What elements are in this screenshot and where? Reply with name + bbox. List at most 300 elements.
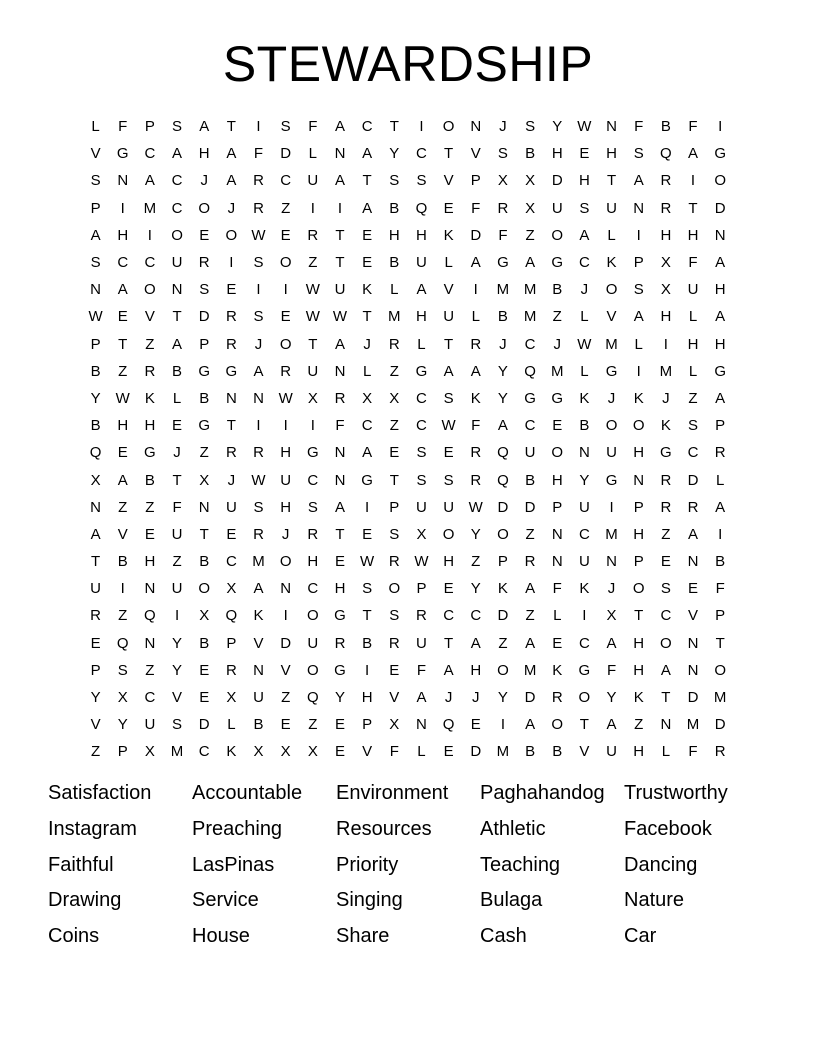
grid-letter: O <box>551 716 564 734</box>
grid-letter: C <box>144 254 156 272</box>
word-list-item: Paghahandog <box>480 782 605 804</box>
grid-letter: A <box>443 362 454 380</box>
grid-letter: P <box>199 335 210 353</box>
grid-letter: Z <box>90 743 101 761</box>
grid-letter: A <box>144 172 155 190</box>
grid-letter: O <box>198 580 211 598</box>
grid-letter: Q <box>442 716 455 734</box>
word-list-item: Satisfaction <box>48 782 152 804</box>
grid-letter: F <box>606 661 617 679</box>
grid-letter: F <box>715 580 725 598</box>
grid-letter: C <box>171 199 183 217</box>
word-list-item: Car <box>624 925 657 948</box>
grid-letter: J <box>553 335 561 353</box>
grid-letter: X <box>660 254 671 272</box>
grid-letter: C <box>578 634 590 652</box>
grid-letter: M <box>523 308 537 326</box>
grid-letter: S <box>443 471 454 489</box>
grid-letter: F <box>471 417 481 435</box>
grid-letter: B <box>172 362 183 380</box>
grid-letter: T <box>362 172 372 190</box>
grid-letter: Y <box>90 389 101 407</box>
grid-letter: P <box>470 172 481 190</box>
grid-letter: C <box>361 118 373 136</box>
grid-letter: K <box>470 389 481 407</box>
grid-letter: U <box>307 362 319 380</box>
grid-letter: N <box>198 498 210 516</box>
grid-letter: U <box>606 743 617 761</box>
grid-letter: D <box>497 607 509 625</box>
grid-letter: Y <box>470 525 481 543</box>
grid-letter: X <box>226 580 237 598</box>
grid-letter: K <box>497 580 508 598</box>
grid-row <box>82 140 742 167</box>
grid-letter: N <box>687 661 699 679</box>
grid-letter: Z <box>525 226 535 244</box>
grid-letter: T <box>335 226 345 244</box>
grid-letter: E <box>334 553 345 571</box>
grid-letter: S <box>199 281 210 299</box>
grid-letter: I <box>120 199 125 217</box>
word-list-item: Facebook <box>624 817 712 840</box>
grid-row <box>82 521 742 548</box>
word-list-item: Resources <box>336 817 432 840</box>
grid-letter: Q <box>660 145 672 163</box>
grid-letter: E <box>389 444 400 462</box>
grid-letter: H <box>280 444 292 462</box>
grid-letter: K <box>552 661 563 679</box>
grid-letter: E <box>552 417 563 435</box>
grid-letter: H <box>633 634 645 652</box>
grid-letter: U <box>687 281 699 299</box>
grid-letter: G <box>551 254 564 272</box>
grid-letter: O <box>632 417 645 435</box>
grid-letter: P <box>497 553 508 571</box>
grid-letter: Z <box>389 362 399 380</box>
grid-letter: V <box>443 281 454 299</box>
grid-letter: U <box>280 471 292 489</box>
grid-letter: O <box>714 661 726 679</box>
grid-letter: C <box>198 743 210 761</box>
grid-letter: H <box>144 417 156 435</box>
grid-letter: R <box>660 172 672 190</box>
grid-letter: B <box>579 417 590 435</box>
grid-letter: A <box>334 118 345 136</box>
grid-letter: E <box>443 580 454 598</box>
grid-letter: Z <box>634 716 644 734</box>
grid-letter: U <box>171 525 183 543</box>
grid-letter: O <box>632 580 645 598</box>
grid-letter: J <box>472 689 480 707</box>
word-list-item: Dancing <box>624 853 698 876</box>
word-list-item: Priority <box>336 853 399 876</box>
grid-letter: W <box>577 118 592 136</box>
grid-letter: L <box>688 308 698 326</box>
grid-letter: Y <box>172 634 183 652</box>
grid-letter: N <box>578 444 590 462</box>
grid-letter: J <box>200 172 208 190</box>
grid-letter: F <box>688 254 698 272</box>
grid-letter: V <box>172 689 183 707</box>
grid-letter: I <box>283 281 288 299</box>
grid-letter: F <box>552 580 562 598</box>
grid-letter: I <box>310 417 315 435</box>
grid-letter: A <box>199 118 210 136</box>
grid-letter: M <box>605 335 618 353</box>
grid-letter: D <box>687 471 699 489</box>
grid-letter: P <box>633 498 644 516</box>
grid-letter: I <box>283 417 288 435</box>
grid-letter: I <box>256 417 261 435</box>
grid-letter: I <box>365 498 370 516</box>
grid-letter: O <box>497 661 509 679</box>
grid-row <box>82 222 742 249</box>
grid-letter: D <box>470 226 482 244</box>
grid-letter: A <box>606 716 617 734</box>
grid-letter: N <box>144 634 156 652</box>
grid-letter: E <box>199 661 210 679</box>
grid-letter: S <box>253 498 264 516</box>
grid-letter: A <box>117 281 128 299</box>
grid-letter: R <box>225 444 237 462</box>
grid-letter: C <box>307 580 319 598</box>
grid-letter: A <box>226 145 237 163</box>
grid-letter: N <box>171 281 183 299</box>
grid-letter: U <box>578 553 590 571</box>
grid-letter: M <box>523 661 537 679</box>
grid-letter: W <box>332 308 348 326</box>
grid-letter: X <box>389 716 400 734</box>
grid-letter: X <box>253 743 264 761</box>
word-list-item: Service <box>192 889 259 912</box>
grid-letter: O <box>551 444 564 462</box>
grid-letter: G <box>225 362 238 380</box>
grid-letter: S <box>389 607 400 625</box>
grid-letter: Q <box>116 634 129 652</box>
grid-letter: U <box>443 498 455 516</box>
grid-letter: S <box>117 661 128 679</box>
grid-letter: C <box>578 525 590 543</box>
grid-letter: K <box>144 389 155 407</box>
grid-letter: I <box>636 362 641 380</box>
grid-letter: H <box>633 743 645 761</box>
grid-letter: I <box>636 226 641 244</box>
grid-letter: I <box>473 281 478 299</box>
grid-letter: H <box>388 226 400 244</box>
grid-letter: V <box>90 716 101 734</box>
grid-letter: I <box>310 199 315 217</box>
word-list-item: Trustworthy <box>624 782 728 804</box>
grid-letter: B <box>199 553 210 571</box>
grid-letter: J <box>499 335 507 353</box>
grid-letter: S <box>633 281 644 299</box>
grid-letter: G <box>116 145 129 163</box>
grid-letter: V <box>144 308 155 326</box>
grid-letter: O <box>279 553 292 571</box>
grid-letter: N <box>334 145 346 163</box>
grid-letter: J <box>499 118 507 136</box>
grid-row <box>82 249 742 276</box>
grid-letter: E <box>362 226 373 244</box>
grid-letter: S <box>253 308 264 326</box>
grid-letter: F <box>308 118 318 136</box>
grid-row <box>82 385 742 412</box>
grid-letter: S <box>497 145 508 163</box>
grid-letter: S <box>307 498 318 516</box>
grid-letter: A <box>334 498 345 516</box>
grid-letter: H <box>361 689 373 707</box>
grid-letter: N <box>606 118 617 136</box>
word-list-item: Share <box>336 925 390 948</box>
grid-letter: A <box>172 145 183 163</box>
grid-letter: B <box>90 417 101 435</box>
grid-letter: A <box>362 199 373 217</box>
grid-letter: R <box>198 254 210 272</box>
grid-row <box>82 331 742 358</box>
grid-letter: L <box>362 362 372 380</box>
grid-letter: H <box>660 226 672 244</box>
grid-letter: N <box>416 716 427 734</box>
grid-letter: G <box>334 607 346 625</box>
grid-letter: T <box>634 607 644 625</box>
word-list-item: LasPinas <box>192 853 275 876</box>
grid-letter: V <box>253 634 264 652</box>
grid-letter: I <box>120 580 125 598</box>
word-list-item: Environment <box>336 782 449 804</box>
grid-letter: C <box>470 607 482 625</box>
grid-letter: D <box>470 743 482 761</box>
grid-letter: H <box>606 145 617 163</box>
grid-letter: M <box>659 362 673 380</box>
grid-row <box>82 711 742 738</box>
grid-letter: D <box>524 498 536 516</box>
grid-letter: R <box>144 362 156 380</box>
grid-letter: R <box>388 634 400 652</box>
grid-letter: Y <box>497 689 508 707</box>
grid-letter: D <box>280 145 292 163</box>
grid-letter: P <box>226 634 237 652</box>
grid-letter: L <box>308 145 317 163</box>
grid-letter: A <box>688 145 699 163</box>
grid-letter: C <box>660 607 672 625</box>
grid-letter: T <box>226 118 236 136</box>
grid-letter: O <box>660 634 672 652</box>
grid-letter: E <box>443 743 454 761</box>
grid-letter: Q <box>524 362 536 380</box>
grid-letter: R <box>307 226 319 244</box>
grid-letter: D <box>280 634 292 652</box>
grid-letter: T <box>606 172 617 190</box>
grid-letter: R <box>388 553 400 571</box>
grid-letter: Z <box>308 254 318 272</box>
grid-letter: F <box>634 118 644 136</box>
grid-letter: N <box>253 389 264 407</box>
grid-letter: U <box>606 444 617 462</box>
grid-letter: T <box>715 634 725 652</box>
word-list-item: Athletic <box>480 817 546 840</box>
grid-letter: R <box>714 743 726 761</box>
grid-letter: O <box>497 525 509 543</box>
grid-letter: C <box>416 145 427 163</box>
grid-letter: Y <box>579 471 590 489</box>
grid-letter: I <box>147 226 152 244</box>
grid-letter: S <box>362 580 373 598</box>
grid-letter: A <box>715 389 726 407</box>
grid-letter: M <box>686 716 700 734</box>
grid-letter: H <box>578 172 590 190</box>
grid-letter: F <box>335 417 345 435</box>
grid-letter: F <box>688 743 698 761</box>
grid-letter: E <box>362 254 373 272</box>
grid-letter: E <box>117 308 128 326</box>
grid-letter: G <box>714 145 726 163</box>
grid-letter: K <box>633 389 644 407</box>
grid-letter: B <box>552 281 563 299</box>
grid-letter: U <box>90 580 101 598</box>
grid-letter: M <box>713 689 727 707</box>
grid-letter: X <box>362 389 373 407</box>
grid-letter: X <box>199 471 210 489</box>
grid-letter: B <box>144 471 155 489</box>
grid-row <box>82 630 742 657</box>
grid-letter: K <box>579 580 590 598</box>
grid-letter: I <box>690 172 696 190</box>
grid-letter: H <box>551 145 563 163</box>
grid-letter: U <box>253 689 264 707</box>
grid-letter: E <box>226 525 237 543</box>
grid-letter: S <box>579 199 590 217</box>
grid-letter: B <box>525 471 536 489</box>
grid-letter: C <box>225 553 237 571</box>
grid-letter: C <box>280 172 292 190</box>
grid-letter: S <box>253 254 264 272</box>
grid-letter: B <box>389 254 400 272</box>
grid-letter: X <box>144 743 155 761</box>
grid-letter: C <box>144 689 156 707</box>
grid-letter: D <box>687 689 699 707</box>
grid-letter: R <box>90 607 101 625</box>
grid-row <box>82 738 742 765</box>
grid-letter: Y <box>497 362 508 380</box>
grid-letter: B <box>117 553 128 571</box>
grid-letter: C <box>307 471 319 489</box>
grid-letter: O <box>714 172 726 190</box>
grid-letter: H <box>633 444 645 462</box>
grid-letter: O <box>551 226 564 244</box>
grid-letter: Z <box>389 417 399 435</box>
grid-letter: J <box>281 525 290 543</box>
grid-letter: Y <box>497 389 508 407</box>
grid-letter: X <box>525 199 536 217</box>
grid-letter: N <box>551 553 563 571</box>
grid-letter: R <box>416 607 427 625</box>
grid-letter: V <box>688 607 699 625</box>
grid-letter: Y <box>117 716 128 734</box>
grid-letter: T <box>688 199 698 217</box>
grid-letter: A <box>525 580 536 598</box>
grid-letter: J <box>662 389 670 407</box>
grid-letter: N <box>90 498 101 516</box>
grid-letter: K <box>606 254 617 272</box>
grid-row <box>82 358 742 385</box>
grid-row <box>82 466 742 493</box>
grid-letter: L <box>634 335 643 353</box>
grid-letter: R <box>253 172 264 190</box>
grid-letter: E <box>334 743 345 761</box>
grid-letter: U <box>606 199 617 217</box>
grid-letter: T <box>362 308 372 326</box>
grid-letter: M <box>523 281 537 299</box>
grid-letter: P <box>552 498 563 516</box>
grid-letter: B <box>525 743 536 761</box>
grid-letter: C <box>687 444 699 462</box>
grid-letter: J <box>227 199 236 217</box>
grid-letter: S <box>280 118 291 136</box>
grid-row <box>82 303 742 330</box>
grid-letter: S <box>90 254 101 272</box>
grid-letter: B <box>389 199 400 217</box>
grid-letter: W <box>577 335 592 353</box>
grid-row <box>82 113 742 140</box>
grid-letter: A <box>525 254 536 272</box>
grid-letter: T <box>661 689 671 707</box>
grid-letter: L <box>172 389 182 407</box>
grid-letter: U <box>524 444 536 462</box>
grid-letter: F <box>118 118 128 136</box>
grid-letter: Z <box>525 525 535 543</box>
grid-letter: X <box>280 743 291 761</box>
grid-letter: H <box>280 498 292 516</box>
grid-letter: F <box>471 199 481 217</box>
grid-letter: A <box>470 254 481 272</box>
grid-letter: D <box>714 199 726 217</box>
word-list-item: House <box>192 925 250 948</box>
grid-letter: O <box>171 226 183 244</box>
grid-letter: O <box>605 281 618 299</box>
grid-letter: S <box>443 389 454 407</box>
grid-letter: R <box>388 335 400 353</box>
grid-letter: I <box>283 607 288 625</box>
grid-letter: H <box>307 553 319 571</box>
grid-letter: K <box>253 607 264 625</box>
grid-letter: O <box>442 525 455 543</box>
grid-letter: Z <box>308 716 318 734</box>
grid-letter: R <box>470 335 482 353</box>
grid-letter: Q <box>497 444 509 462</box>
grid-letter: G <box>334 661 346 679</box>
grid-letter: U <box>307 634 319 652</box>
grid-letter: B <box>253 716 264 734</box>
word-list-item: Teaching <box>480 853 561 876</box>
grid-letter: P <box>90 199 101 217</box>
grid-letter: R <box>687 498 699 516</box>
grid-letter: I <box>419 118 424 136</box>
grid-letter: I <box>337 199 343 217</box>
grid-letter: L <box>417 335 426 353</box>
grid-letter: M <box>496 743 510 761</box>
grid-letter: D <box>524 689 536 707</box>
grid-row <box>82 167 742 194</box>
grid-letter: R <box>334 389 346 407</box>
grid-letter: O <box>306 607 319 625</box>
grid-letter: S <box>416 471 427 489</box>
grid-letter: J <box>254 335 263 353</box>
grid-letter: I <box>582 607 587 625</box>
grid-letter: Z <box>145 498 155 516</box>
grid-letter: M <box>605 525 618 543</box>
grid-letter: A <box>362 145 373 163</box>
grid-letter: Z <box>145 335 155 353</box>
